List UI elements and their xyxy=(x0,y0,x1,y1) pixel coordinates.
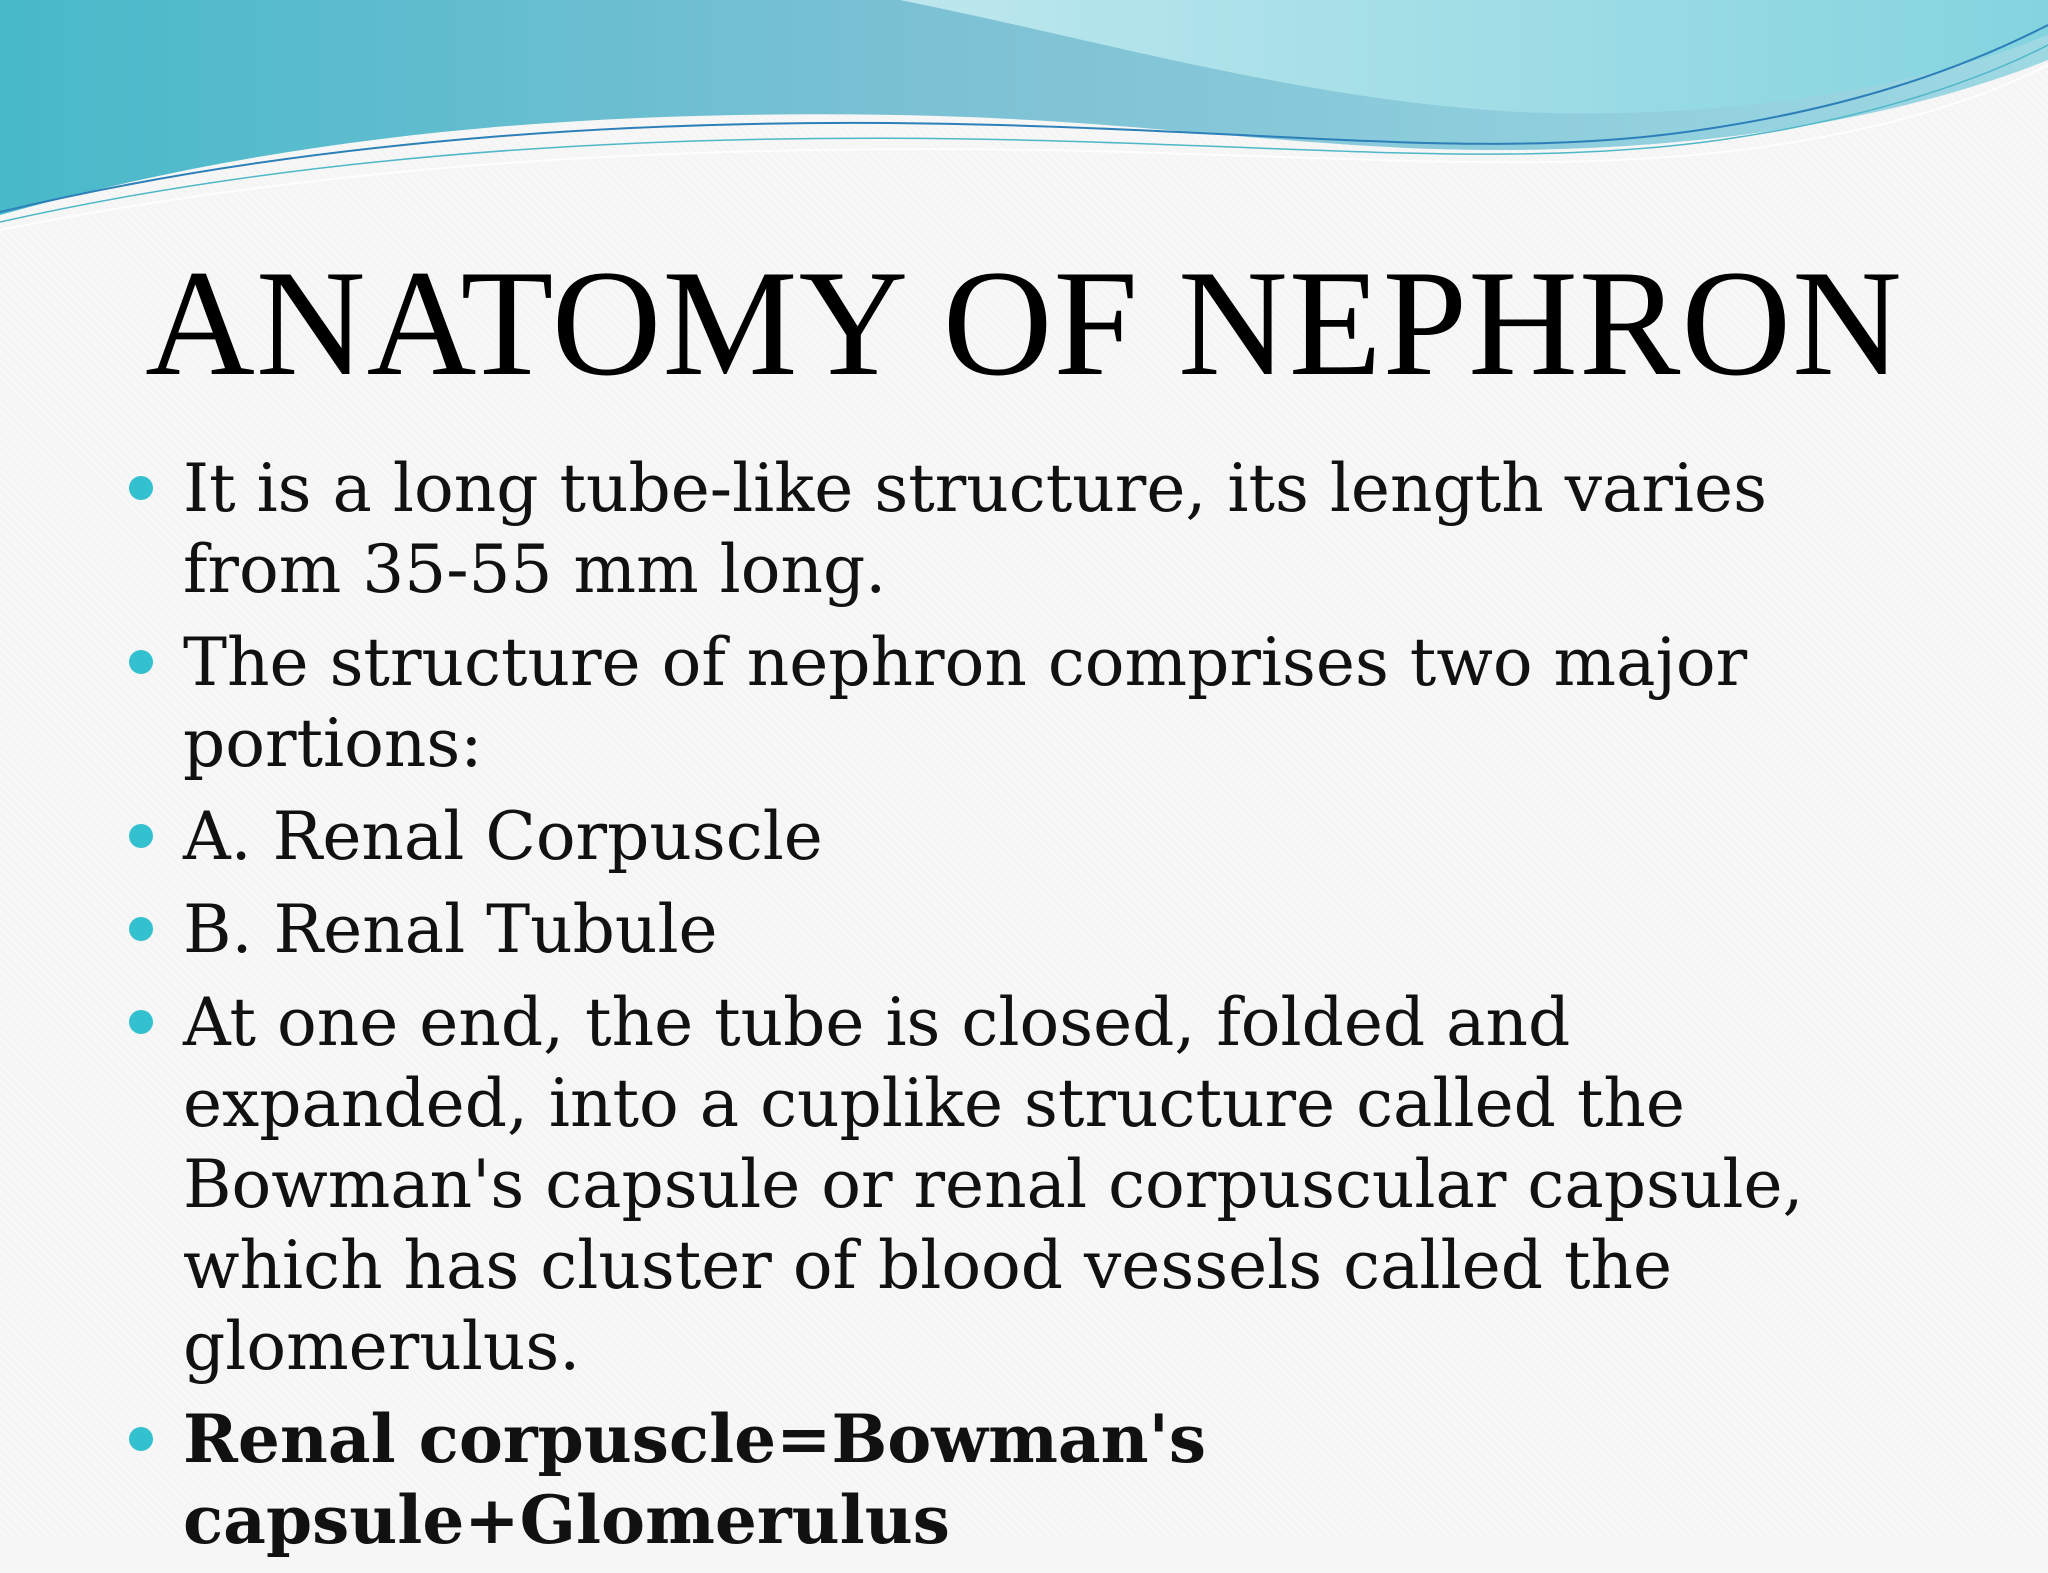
bullet-item xyxy=(0,982,2048,1387)
bullet-text: It is a long tube-like structure, its length varies from 35-55 mm long. xyxy=(183,450,1767,608)
bullet-text: The structure of nephron comprises two major portions: xyxy=(183,624,1748,782)
bullet-dot-icon xyxy=(129,917,153,941)
bullet-dot-icon xyxy=(129,1010,153,1034)
header-wave-decoration xyxy=(0,0,2048,240)
bullet-dot-icon xyxy=(129,650,153,674)
bullet-text: B. Renal Tubule xyxy=(183,891,718,968)
bullet-dot-icon xyxy=(129,824,153,848)
bullet-text: A. Renal Corpuscle xyxy=(183,798,823,875)
slide-title: ANATOMY OF NEPHRON xyxy=(145,239,1903,407)
bullet-item xyxy=(0,448,2048,610)
bullet-list xyxy=(0,448,2048,1573)
bullet-item-emphasis xyxy=(0,1399,2048,1561)
bullet-item xyxy=(0,796,2048,877)
bullet-item xyxy=(0,622,2048,784)
bullet-text: Renal corpuscle=Bowman's capsule+Glomerulus xyxy=(183,1400,1207,1559)
bullet-item xyxy=(0,889,2048,970)
bullet-dot-icon xyxy=(129,476,153,500)
bullet-text: At one end, the tube is closed, folded and expanded, into a cuplike structure called the Bowman's capsule or renal corpuscular capsule, which has cluster of blood vessels called the glomerulus. xyxy=(183,984,1804,1385)
bullet-dot-icon xyxy=(129,1427,153,1451)
